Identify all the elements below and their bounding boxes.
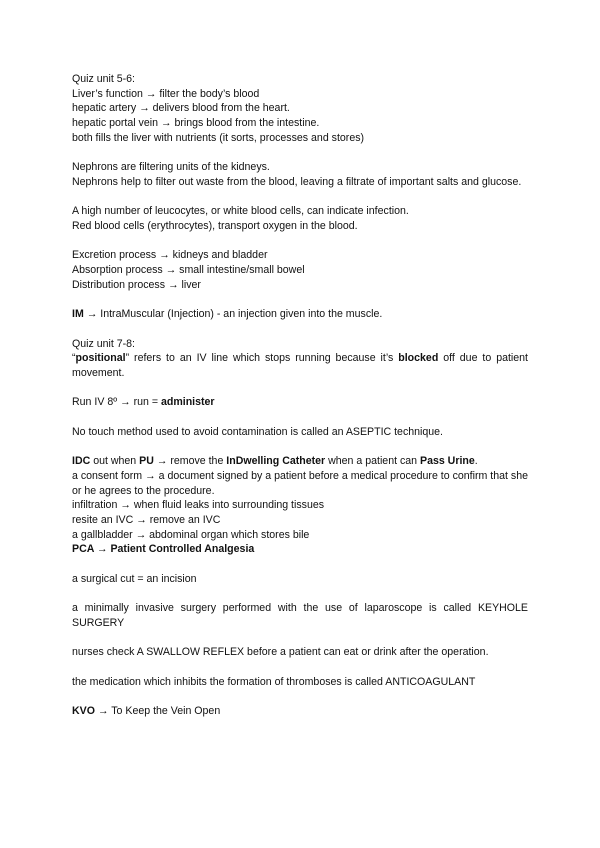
surgical-cut-line: a surgical cut = an incision xyxy=(72,572,197,585)
both-fill-line: both fills the liver with nutrients (it sorts, processes and stores) xyxy=(72,131,365,144)
liver-function-line: Liver’s function → filter the body’s blood xyxy=(72,87,260,100)
pu-abbreviation: PU xyxy=(139,455,154,468)
positional-open-quote: “ xyxy=(72,352,76,365)
idc-text-2: → remove the xyxy=(153,455,227,468)
positional-text-mid: ” refers to an IV line which stops running because it’s xyxy=(125,352,399,365)
hepatic-artery-line: hepatic artery → delivers blood from the heart. xyxy=(72,102,290,115)
run-iv-line xyxy=(72,395,528,410)
positional-term: positional xyxy=(75,352,126,365)
run-iv-text: Run IV 8º → run = xyxy=(72,396,161,409)
infiltration-line: infiltration → when fluid leaks into surrounding tissues xyxy=(72,499,325,512)
nephrons-line-2: Nephrons help to filter out waste from the blood, leaving a filtrate of important salts and glucose. xyxy=(72,175,522,188)
pca-definition: PCA → Patient Controlled Analgesia xyxy=(72,543,255,556)
anticoagulant-line: the medication which inhibits the formation of thromboses is called ANTICOAGULANT xyxy=(72,675,476,688)
quiz-7-8-heading: Quiz unit 7-8: xyxy=(72,337,136,350)
kvo-definition: → To Keep the Vein Open xyxy=(94,705,221,718)
resite-line: resite an IVC → remove an IVC xyxy=(72,513,221,526)
positional-text-end: off due to patient movement. xyxy=(72,352,529,379)
idc-abbreviation: IDC xyxy=(72,455,91,468)
idc-text-1: out when xyxy=(90,455,140,468)
distribution-line: Distribution process → liver xyxy=(72,278,201,291)
keyhole-line: a minimally invasive surgery performed with the use of laparoscope is called KEYHOLE SURGERY xyxy=(72,602,528,629)
pass-urine-term: Pass Urine xyxy=(420,455,475,468)
kvo-line xyxy=(72,704,528,719)
nephrons-line-1: Nephrons are filtering units of the kidneys. xyxy=(72,161,270,174)
excretion-line: Excretion process → kidneys and bladder xyxy=(72,249,268,262)
hepatic-portal-vein-line: hepatic portal vein → brings blood from the intestine. xyxy=(72,117,320,130)
idc-line xyxy=(72,454,528,469)
aseptic-line: No touch method used to avoid contamination is called an ASEPTIC technique. xyxy=(72,425,444,438)
quiz-5-6-heading: Quiz unit 5-6: xyxy=(72,73,136,85)
leucocytes-line: A high number of leucocytes, or white blood cells, can indicate infection. xyxy=(72,205,409,218)
im-abbreviation: IM xyxy=(72,308,84,321)
consent-line: a consent form → a document signed by a patient before a medical procedure to confirm that she or he agrees to the procedure. xyxy=(72,469,528,497)
indwelling-catheter-term: InDwelling Catheter xyxy=(226,455,326,468)
im-definition: → IntraMuscular (Injection) - an injection given into the muscle. xyxy=(83,308,383,321)
kvo-abbreviation: KVO xyxy=(72,705,95,718)
im-line xyxy=(72,307,528,322)
blocked-term: blocked xyxy=(398,352,439,365)
administer-term: administer xyxy=(160,396,215,409)
swallow-reflex-line: nurses check A SWALLOW REFLEX before a patient can eat or drink after the operation. xyxy=(72,646,489,659)
red-cells-line: Red blood cells (erythrocytes), transport oxygen in the blood. xyxy=(72,220,358,232)
idc-end: . xyxy=(474,455,478,468)
positional-line xyxy=(72,351,528,380)
gallbladder-line: a gallbladder → abdominal organ which stores bile xyxy=(72,528,310,541)
pca-line xyxy=(72,542,528,557)
notes-body xyxy=(72,72,528,719)
idc-text-3: when a patient can xyxy=(325,455,420,468)
absorption-line: Absorption process → small intestine/small bowel xyxy=(72,264,305,277)
